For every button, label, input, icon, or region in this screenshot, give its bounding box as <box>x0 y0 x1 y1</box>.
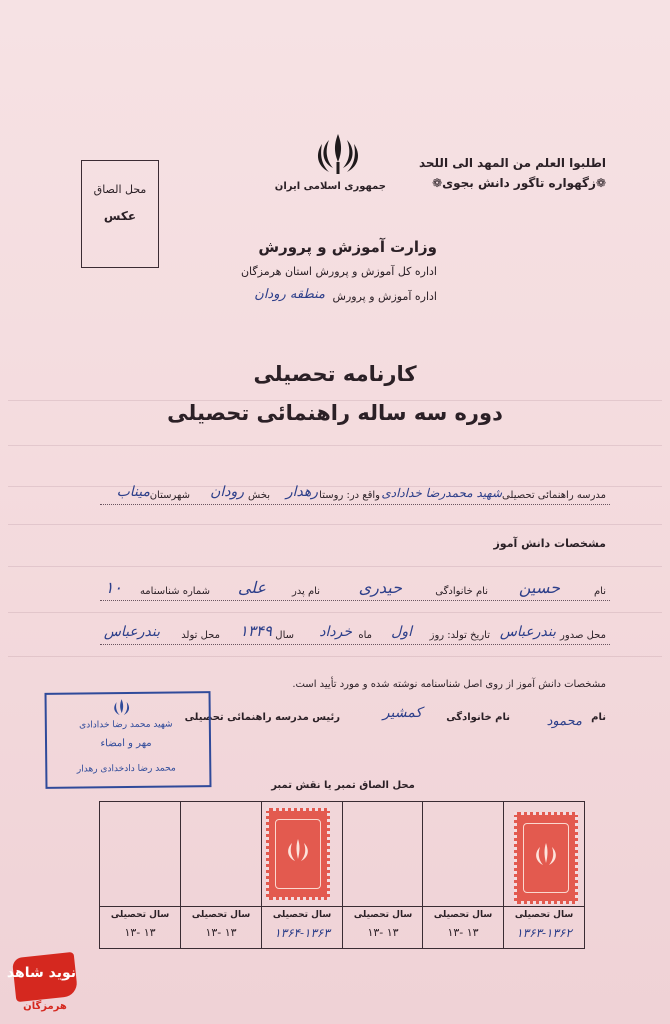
seal-name: محمد رضا دادخدادی رهدار <box>76 763 176 775</box>
birth-month: خرداد <box>319 624 352 640</box>
table-divider <box>100 906 584 907</box>
motto-persian: ❁زگهواره تاگور دانش بجوی❁ <box>432 176 606 190</box>
stamps-caption: محل الصاق تمبر یا نقش تمبر <box>271 780 415 791</box>
year-value: ۱۳۶۳-۱۳۶۲ <box>516 926 572 940</box>
logo-region: هرمزگان <box>23 1001 67 1012</box>
label-birth-place: محل تولد <box>181 630 220 641</box>
paper-rule <box>8 445 662 446</box>
student-section-title: مشخصات دانش آموز <box>493 537 606 550</box>
label-name: نام <box>593 586 606 597</box>
year-label: سال تحصیلی <box>191 910 251 920</box>
principal-title: رئیس مدرسه راهنمائی تحصیلی <box>184 712 340 723</box>
district: رودان <box>210 484 244 500</box>
student-father: علی <box>237 578 266 597</box>
label-father: نام پدر <box>291 586 320 597</box>
stamp-emblem-icon <box>283 837 313 867</box>
label-located: واقع در: روستا <box>319 490 380 501</box>
label-id: شماره شناسنامه <box>139 586 210 597</box>
birth-day: اول <box>391 624 412 640</box>
dept-local-label: اداره آموزش و پرورش <box>332 290 437 303</box>
year-label: سال تحصیلی <box>514 910 574 920</box>
seal-emblem-icon <box>111 698 133 718</box>
student-id-number: ۱۰ <box>104 578 122 597</box>
navid-shahed-logo <box>6 955 76 1017</box>
birth-place: بندرعباس <box>103 624 160 640</box>
dotted-line <box>100 504 610 505</box>
report-subtitle: دوره سه ساله راهنمائی تحصیلی <box>167 401 503 425</box>
photo-box-label-photo: عکس <box>103 209 137 223</box>
school-seal <box>45 691 212 789</box>
label-birth-day: تاریخ تولد: روز <box>429 630 490 641</box>
ministry-title: وزارت آموزش و پرورش <box>258 238 437 256</box>
stamp-emblem-icon <box>531 841 561 871</box>
year-value: ۱۳ -۱۳ <box>205 926 237 939</box>
dept-local-value: منطقه رودان <box>254 287 325 302</box>
emblem-caption: جمهوری اسلامی ایران <box>274 181 386 192</box>
revenue-stamp <box>514 812 578 904</box>
motto-arabic: اطلبوا العلم من المهد الی اللحد <box>418 156 606 170</box>
year-label: سال تحصیلی <box>272 910 332 920</box>
year-value: ۱۳ -۱۳ <box>124 926 156 939</box>
dotted-line <box>100 644 610 645</box>
seal-school: شهید محمد رضا خدادادی <box>79 719 173 731</box>
year-value: ۱۳ -۱۳ <box>367 926 399 939</box>
label-family: نام خانوادگی <box>435 586 488 597</box>
seal-sign-label: مهر و امضاء <box>100 737 152 750</box>
city: میناب <box>116 484 150 500</box>
iran-emblem-icon <box>313 132 363 178</box>
year-value: ۱۳۶۴-۱۳۶۳ <box>274 926 330 940</box>
student-family: حیدری <box>358 578 402 597</box>
student-name: حسین <box>518 578 560 597</box>
issue-place: بندرعباس <box>499 624 556 640</box>
label-principal-first: نام <box>591 712 606 723</box>
year-label: سال تحصیلی <box>433 910 493 920</box>
label-district: بخش <box>248 490 270 501</box>
label-year: سال <box>275 630 294 641</box>
label-issue: محل صدور <box>560 630 606 641</box>
village: رهدار <box>285 484 318 500</box>
dept-province: اداره کل آموزش و پرورش استان هرمزگان <box>240 265 437 278</box>
paper-rule <box>8 612 662 613</box>
paper-rule <box>8 566 662 567</box>
year-label: سال تحصیلی <box>110 910 170 920</box>
label-principal-last: نام خانوادگی <box>446 712 510 723</box>
report-title: کارنامه تحصیلی <box>253 362 417 386</box>
principal-last-name: کمشیر <box>382 705 422 721</box>
paper-rule <box>8 486 662 487</box>
year-label: سال تحصیلی <box>353 910 413 920</box>
paper-rule <box>8 656 662 657</box>
student-note: مشخصات دانش آموز از روی اصل شناسنامه نوشته شده و مورد تأیید است. <box>292 679 606 690</box>
revenue-stamp <box>266 808 330 900</box>
label-city: شهرستان <box>149 490 190 501</box>
principal-first-name: محمود <box>546 714 582 729</box>
dotted-line <box>100 600 610 601</box>
label-school: مدرسه راهنمائی تحصیلی <box>502 490 606 501</box>
photo-box <box>81 160 159 268</box>
school-name: شهید محمدرضا خدادادی <box>381 486 502 500</box>
year-value: ۱۳ -۱۳ <box>447 926 479 939</box>
fee-stamps-table <box>99 801 585 949</box>
birth-year: ۱۳۴۹ <box>239 622 272 640</box>
photo-box-label: محل الصاق <box>93 183 147 196</box>
label-month: ماه <box>358 630 372 641</box>
logo-text: نوید شاهد <box>6 965 76 981</box>
paper-rule <box>8 524 662 525</box>
